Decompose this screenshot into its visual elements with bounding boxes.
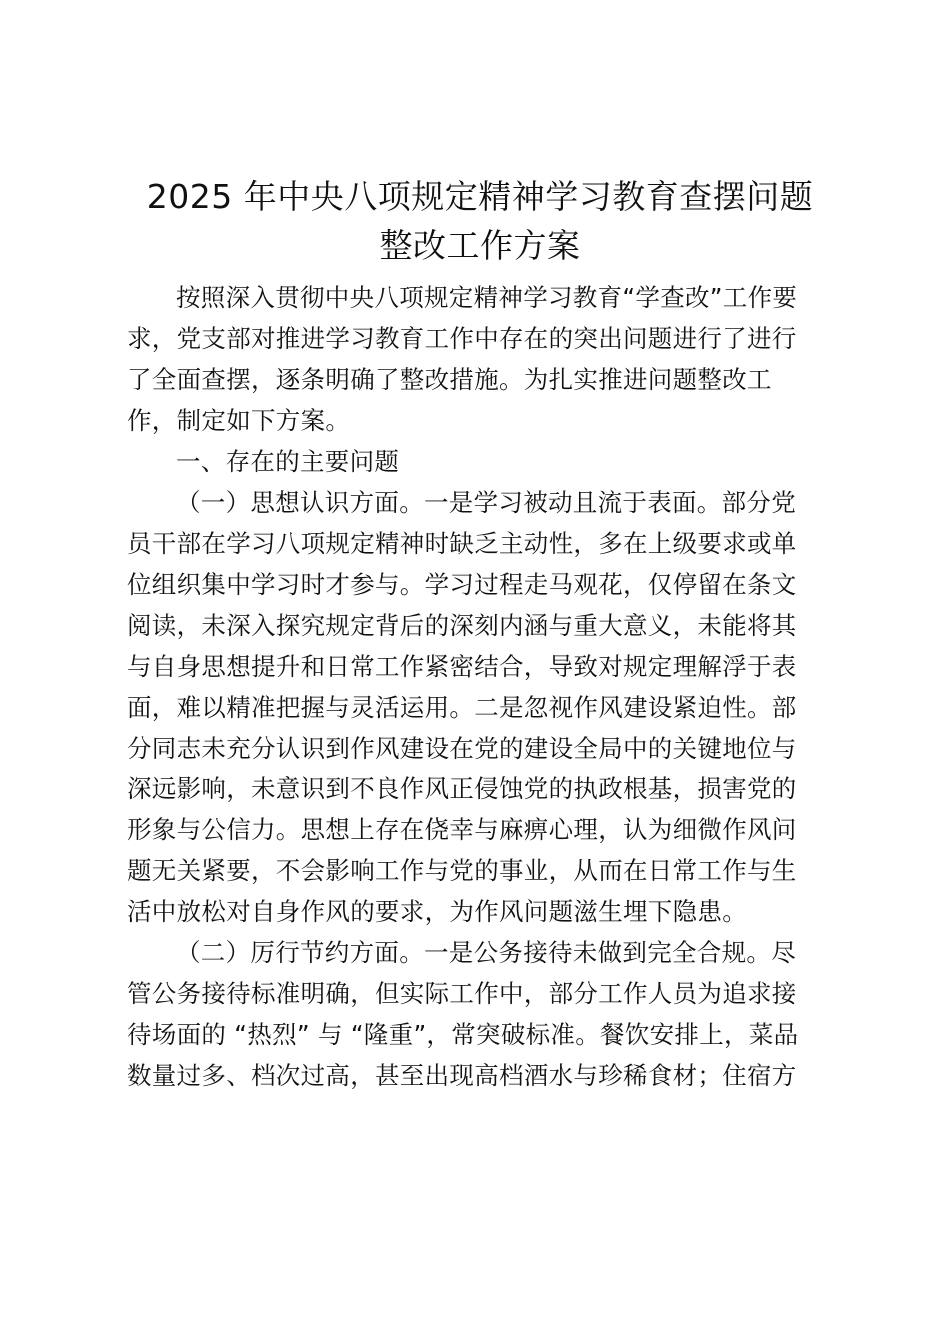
body-text-line: 分同志未充分认识到作风建设在党的建设全局中的关键地位与 [127, 733, 797, 763]
body-text-line: 深远影响，未意识到不良作风正侵蚀党的执政根基，损害党的 [127, 774, 797, 804]
body-text-line: 一、存在的主要问题 [176, 446, 400, 476]
body-text-line: 阅读，未深入探究规定背后的深刻内涵与重大意义，未能将其 [127, 610, 797, 640]
body-text-line: 管公务接待标准明确，但实际工作中，部分工作人员为追求接 [127, 979, 797, 1009]
body-text-line: 作，制定如下方案。 [127, 405, 351, 435]
body-text-line: 了全面查摆，逐条明确了整改措施。为扎实推进问题整改工 [127, 364, 772, 394]
body-text-line: 按照深入贯彻中央八项规定精神学习教育“学查改”工作要 [176, 283, 798, 312]
body-text-line: （二）厉行节约方面。一是公务接待未做到完全合规。尽 [176, 938, 796, 968]
body-text-line: 题无关紧要，不会影响工作与党的事业，从而在日常工作与生 [127, 856, 797, 886]
body-text-line: 数量过多、档次过高，甚至出现高档酒水与珍稀食材；住宿方 [127, 1061, 797, 1091]
body-text-line: 活中放松对自身作风的要求，为作风问题滋生埋下隐患。 [127, 897, 747, 927]
body-text-line: （一）思想认识方面。一是学习被动且流于表面。部分党 [176, 487, 796, 517]
body-text-line: 与自身思想提升和日常工作紧密结合，导致对规定理解浮于表 [127, 651, 797, 681]
body-text-line: 形象与公信力。思想上存在侥幸与麻痹心理，认为细微作风问 [127, 815, 797, 845]
body-text-line: 员干部在学习八项规定精神时缺乏主动性，多在上级要求或单 [127, 528, 797, 558]
body-text-line: 待场面的 “热烈” 与 “隆重”，常突破标准。餐饮安排上，菜品 [127, 1020, 799, 1050]
document-title-line-1: 2025 年中央八项规定精神学习教育查摆问题 [146, 177, 814, 216]
document-title-line-2: 整改工作方案 [379, 226, 581, 265]
body-text-line: 位组织集中学习时才参与。学习过程走马观花，仅停留在条文 [127, 569, 797, 599]
body-text-line: 求，党支部对推进学习教育工作中存在的突出问题进行了进行 [127, 323, 797, 353]
body-text-line: 面，难以精准把握与灵活运用。二是忽视作风建设紧迫性。部 [127, 692, 797, 722]
